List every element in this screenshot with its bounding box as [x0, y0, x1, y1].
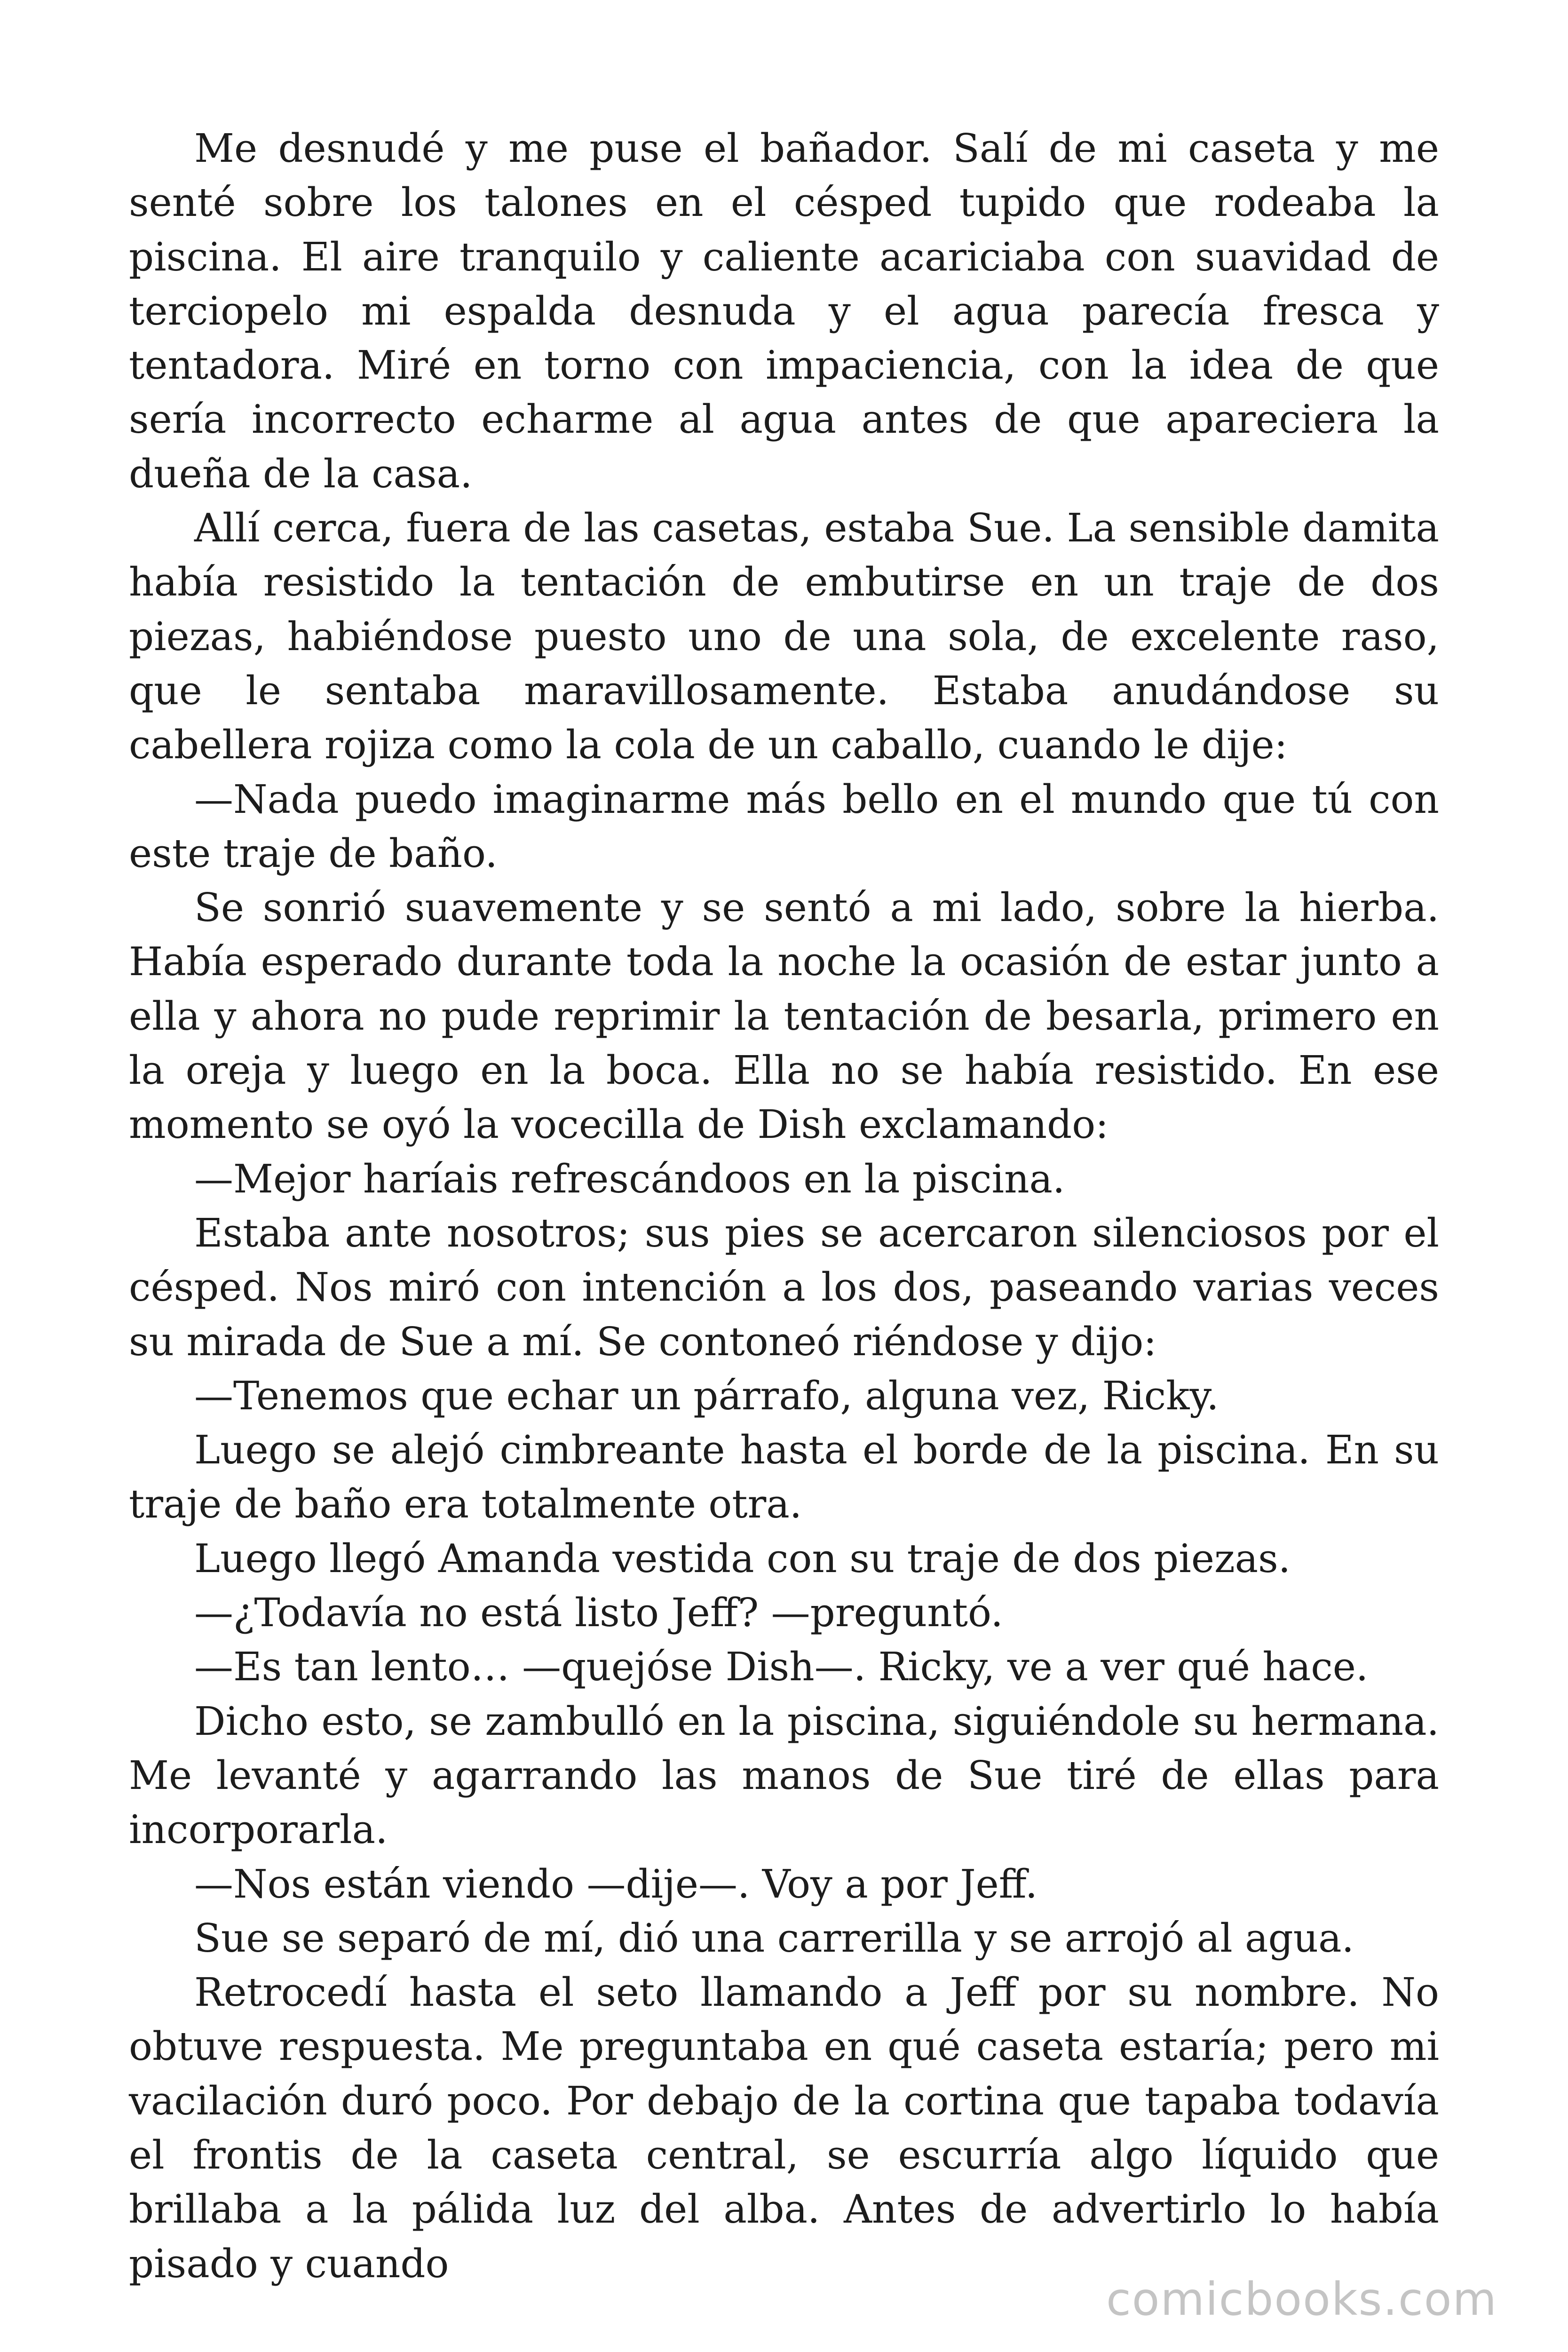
paragraph: —Nada puedo imaginarme más bello en el mundo que tú con este traje de baño.: [129, 776, 1439, 876]
paragraph: —Es tan lento… —quejóse Dish—. Ricky, ve a ver qué hace.: [194, 1644, 1369, 1690]
paragraph-last: Retrocedí hasta el seto llamando a Jeff por su nombre. No obtuve respuesta. Me preguntaba en qué caseta estaría; pero mi vacilación duró poco. Por debajo de la cortina que tapaba todavía el frontis de la caseta central, se escurría algo líquido que brillaba a la pálida luz del alba. Antes de advertirlo lo había pisado y cuando: [129, 1970, 1439, 2287]
paragraph: Me desnudé y me puse el bañador. Salí de mi caseta y me senté sobre los talones en el césped tupido que rodeaba la piscina. El aire tranquilo y caliente acariciaba con suavidad de terciopelo mi espalda desnuda y el agua parecía fresca y tentadora. Miré en torno con impaciencia, con la idea de que sería incorrecto echarme al agua antes de que apareciera la dueña de la casa.: [129, 126, 1439, 497]
paragraph: —Tenemos que echar un párrafo, alguna vez, Ricky.: [194, 1373, 1219, 1419]
paragraph: Luego se alejó cimbreante hasta el borde de la piscina. En su traje de baño era totalmente otra.: [129, 1427, 1439, 1527]
paragraph: Luego llegó Amanda vestida con su traje de dos piezas.: [194, 1535, 1291, 1581]
paragraph: Allí cerca, fuera de las casetas, estaba Sue. La sensible damita había resistido la tentación de embutirse en un traje de dos piezas, habiéndose puesto uno de una sola, de excelente raso, que le sentaba maravillosamente. Estaba anudándose su cabellera rojiza como la cola de un caballo, cuando le dije:: [129, 505, 1439, 768]
paragraph: —Mejor haríais refrescándoos en la piscina.: [194, 1156, 1065, 1202]
body-text: [129, 121, 1439, 2291]
paragraph: Sue se separó de mí, dió una carrerilla y se arrojó al agua.: [194, 1915, 1354, 1961]
paragraph: —¿Todavía no está listo Jeff? —preguntó.: [194, 1590, 1003, 1636]
paragraph: —Nos están viendo —dije—. Voy a por Jeff.: [194, 1861, 1038, 1907]
paragraph: Se sonrió suavemente y se sentó a mi lado, sobre la hierba. Había esperado durante toda la noche la ocasión de estar junto a ella y ahora no pude reprimir la tentación de besarla, primero en la oreja y luego en la boca. Ella no se había resistido. En ese momento se oyó la vocecilla de Dish exclamando:: [129, 885, 1439, 1148]
paragraph: Estaba ante nosotros; sus pies se acercaron silenciosos por el césped. Nos miró con intención a los dos, paseando varias veces su mirada de Sue a mí. Se contoneó riéndose y dijo:: [129, 1210, 1439, 1365]
watermark: comicbooks.com: [1106, 2273, 1497, 2326]
paragraph: Dicho esto, se zambulló en la piscina, siguiéndole su hermana. Me levanté y agarrando las manos de Sue tiré de ellas para incorporarla.: [129, 1698, 1439, 1853]
